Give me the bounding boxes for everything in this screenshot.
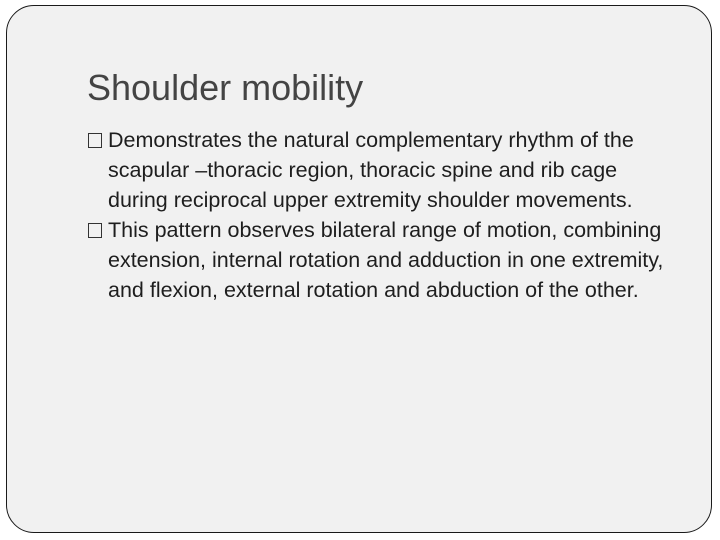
bullet-text: This pattern observes bilateral range of motion, combining extension, internal rotation and adduction in one extremity, and flexion, external rotation and abduction of the other. (108, 218, 664, 302)
missing-glyph-box-icon (88, 223, 102, 238)
missing-glyph-box-icon (88, 133, 102, 148)
slide-title: Shoulder mobility (87, 67, 364, 108)
bullet-list (87, 125, 672, 305)
bullet-text: Demonstrates the natural complementary rhythm of the scapular –thoracic region, thoracic spine and rib cage during reciprocal upper extremity shoulder movements. (108, 128, 634, 212)
bullet-item (87, 125, 672, 215)
bullet-item (87, 215, 672, 305)
slide-frame (6, 5, 712, 533)
